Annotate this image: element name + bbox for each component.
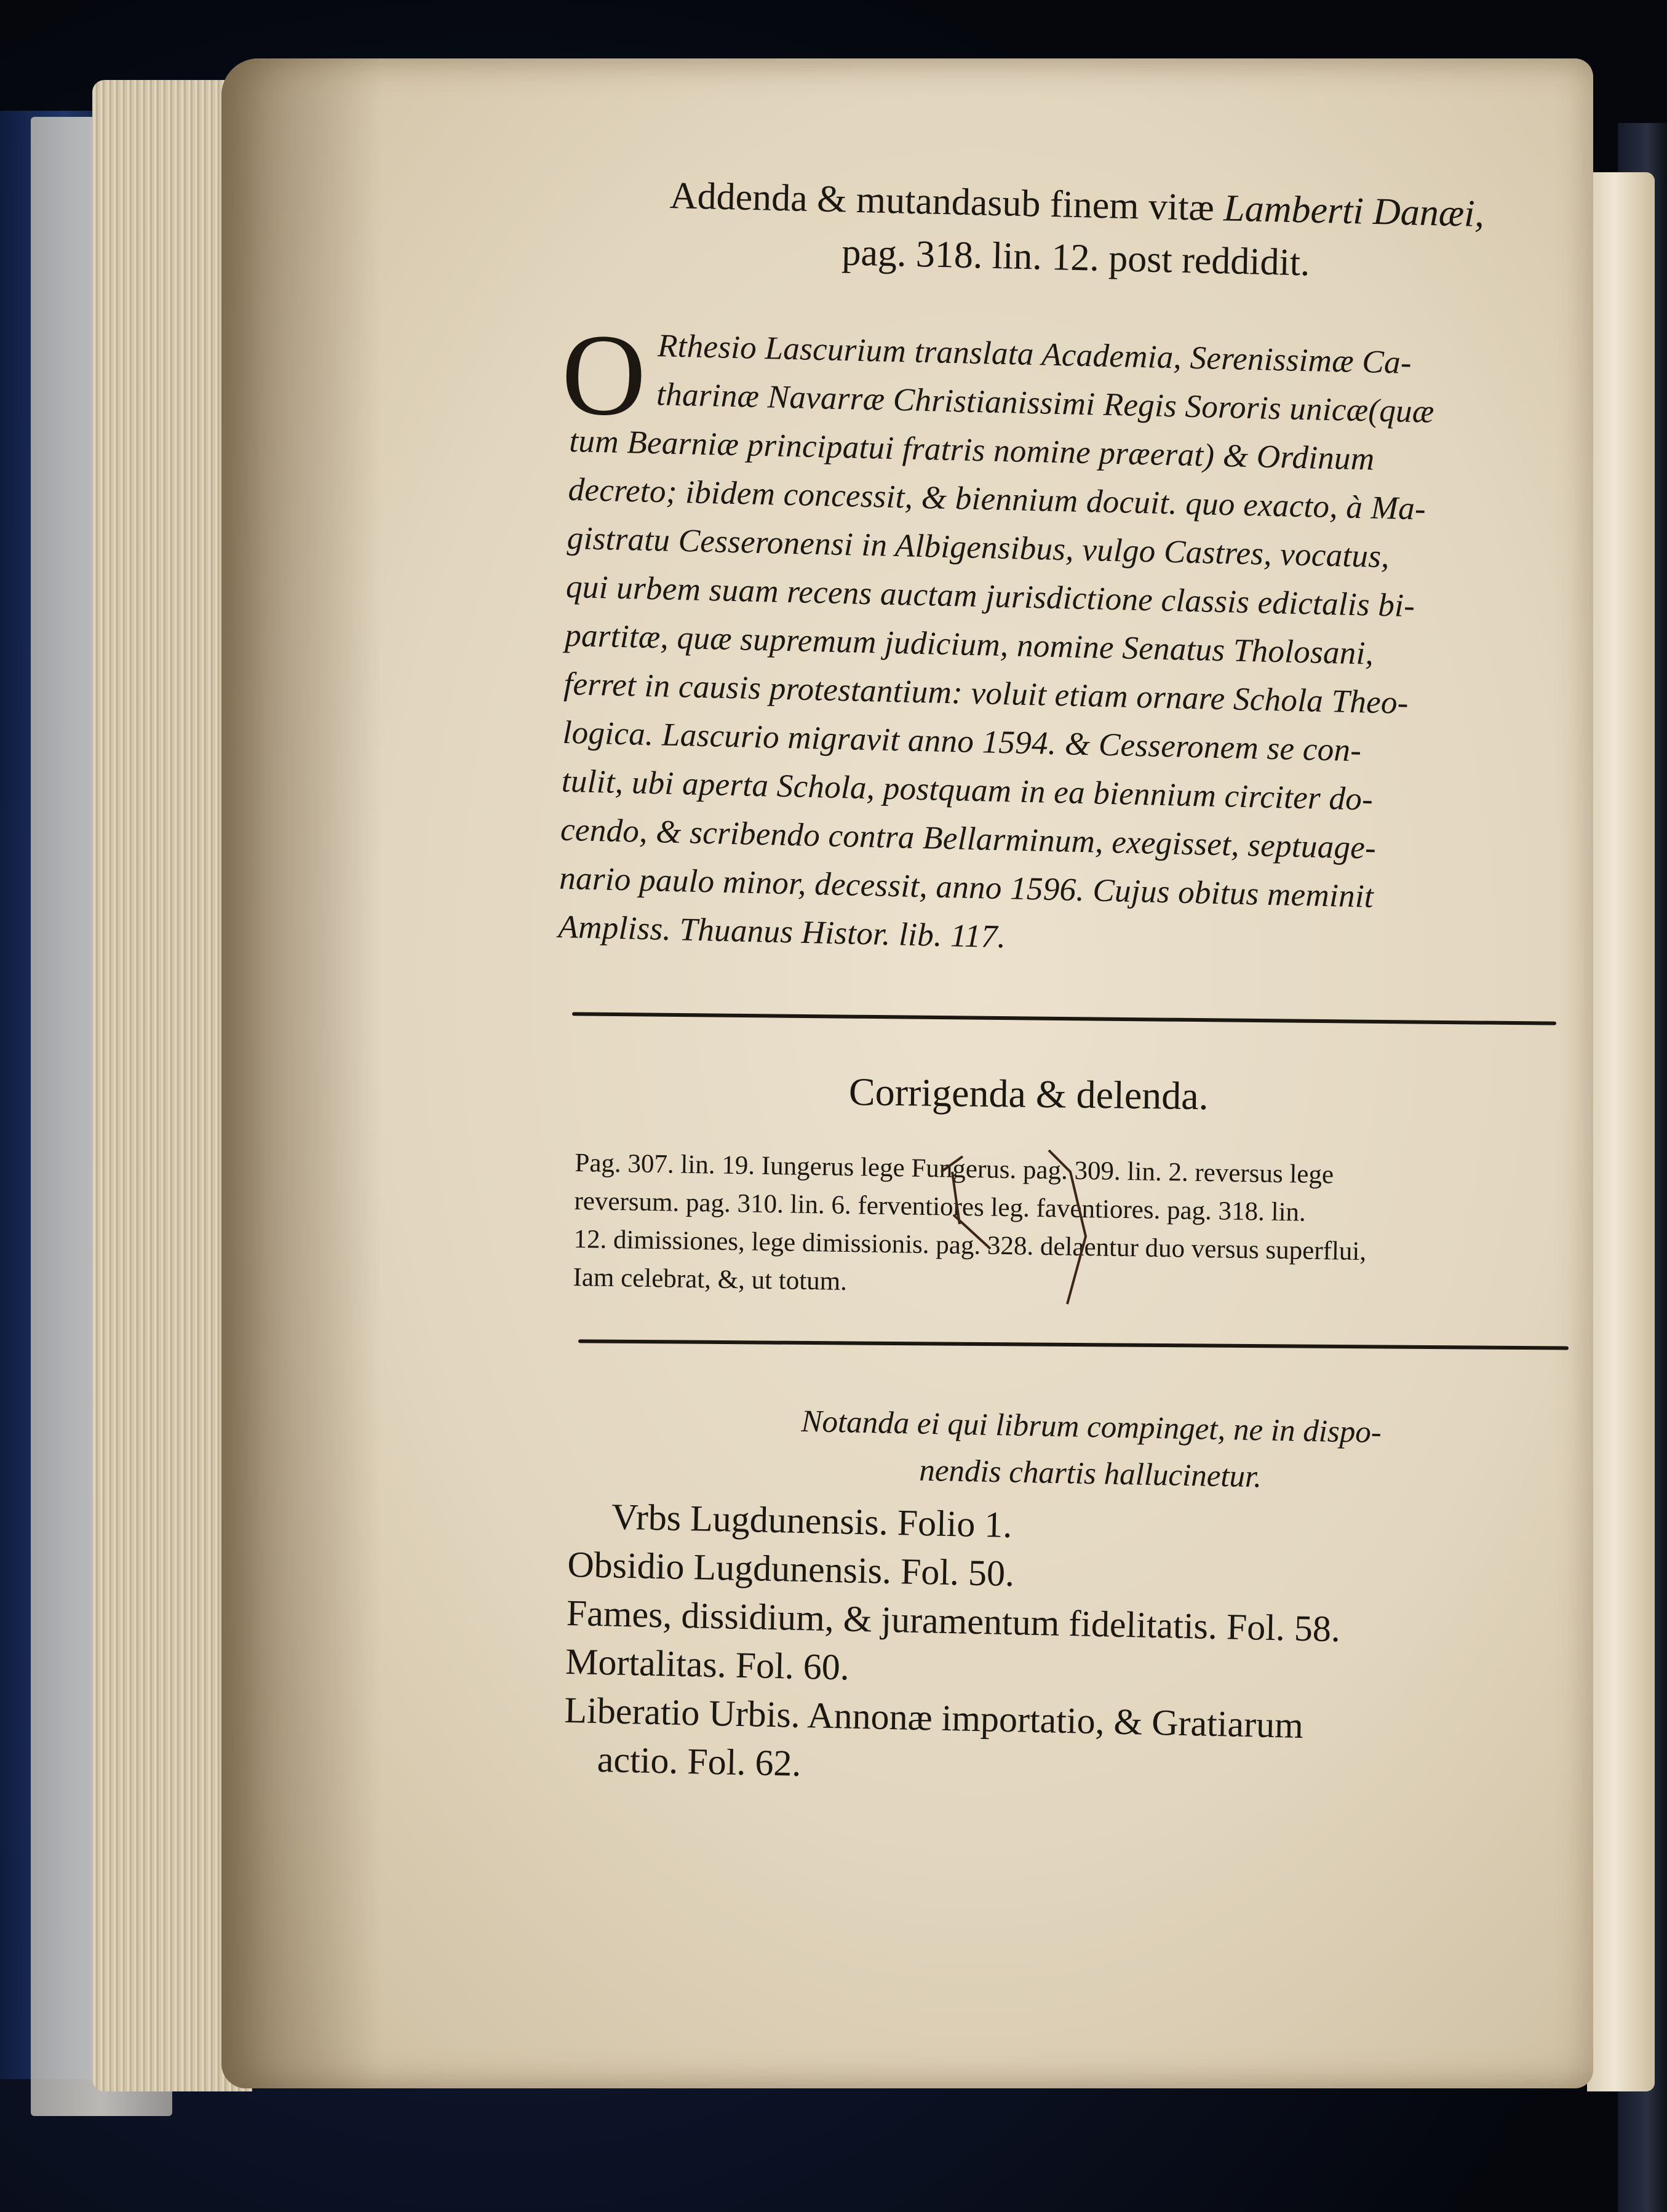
note-line: nendis chartis hallucinetur. xyxy=(918,1453,1262,1495)
body-line: tulit, ubi aperta Schola, postquam in ea biennium circiter do- xyxy=(561,763,1374,818)
body-line: nario paulo minor, decessit, anno 1596. Cujus obitus meminit xyxy=(559,860,1374,915)
drop-cap: O xyxy=(560,309,648,441)
folio-list xyxy=(563,1492,1615,1805)
corrigenda-heading: Corrigenda & delenda. xyxy=(848,1070,1209,1118)
binder-note xyxy=(706,1396,1476,1505)
list-item: Fames, dissidium, & juramentum fidelitatis. Fol. 58. xyxy=(566,1592,1341,1650)
body-line: logica. Lascurio migravit anno 1594. & Cesseronem se con- xyxy=(562,714,1362,769)
body-line: cendo, & scribendo contra Bellarminum, exegisset, septuage- xyxy=(560,811,1377,866)
body-line: Ampliss. Thuanus Histor. lib. 117. xyxy=(557,909,1006,955)
corrigenda-line: reversum. pag. 310. lin. 6. ferventiores leg. faventiores. pag. 318. lin. xyxy=(574,1186,1307,1227)
body-line: ferret in causis protestantium: voluit etiam ornare Schola Theo- xyxy=(563,666,1409,722)
list-item: Liberatio Urbis. Annonæ importatio, & Gratiarum xyxy=(563,1689,1304,1746)
note-line: Notanda ei qui librum compinget, ne in dispo- xyxy=(800,1404,1382,1450)
body-line: qui urbem suam recens auctam jurisdictione classis edictalis bi- xyxy=(565,568,1415,624)
body-line: tum Bearniæ principatui fratris nomine præerat) & Ordinum xyxy=(568,423,1375,477)
corrigenda-line: 12. dimissiones, lege dimissionis. pag. 328. delaentur duo versus superflui, xyxy=(573,1224,1367,1267)
heading-italic: Lamberti Danæi, xyxy=(1223,187,1485,236)
ink-stroke xyxy=(1049,1150,1086,1304)
body-line: Rthesio Lascurium translata Academia, Serenissimæ Ca- xyxy=(657,328,1412,381)
heading-roman: Addenda & mutandasub finem vitæ xyxy=(669,174,1215,229)
heading-line-2: pag. 318. lin. 12. post reddidit. xyxy=(841,231,1311,284)
body-line: gistratu Cesseronensi in Albigensibus, vulgo Castres, vocatus, xyxy=(567,520,1390,575)
list-item: Mortalitas. Fol. 60. xyxy=(565,1641,850,1688)
body-line: tharinæ Navarræ Christianissimi Regis Sororis unicæ(quæ xyxy=(656,376,1435,430)
body-line: decreto; ibidem concessit, & biennium docuit. quo exacto, à Ma- xyxy=(568,471,1426,527)
list-item: actio. Fol. 62. xyxy=(597,1739,802,1784)
corrigenda-line: Iam celebrat, &, ut totum. xyxy=(573,1262,848,1296)
corrigenda-line: Pag. 307. lin. 19. Iungerus lege Fungerus. pag. 309. lin. 2. reversus lege xyxy=(575,1148,1334,1190)
list-item: Obsidio Lugdunensis. Fol. 50. xyxy=(567,1543,1015,1594)
ink-stroke xyxy=(941,1156,990,1249)
list-item: Vrbs Lugdunensis. Folio 1. xyxy=(611,1496,1013,1546)
body-line: partitæ, quæ supremum judicium, nomine Senatus Tholosani, xyxy=(564,617,1374,672)
